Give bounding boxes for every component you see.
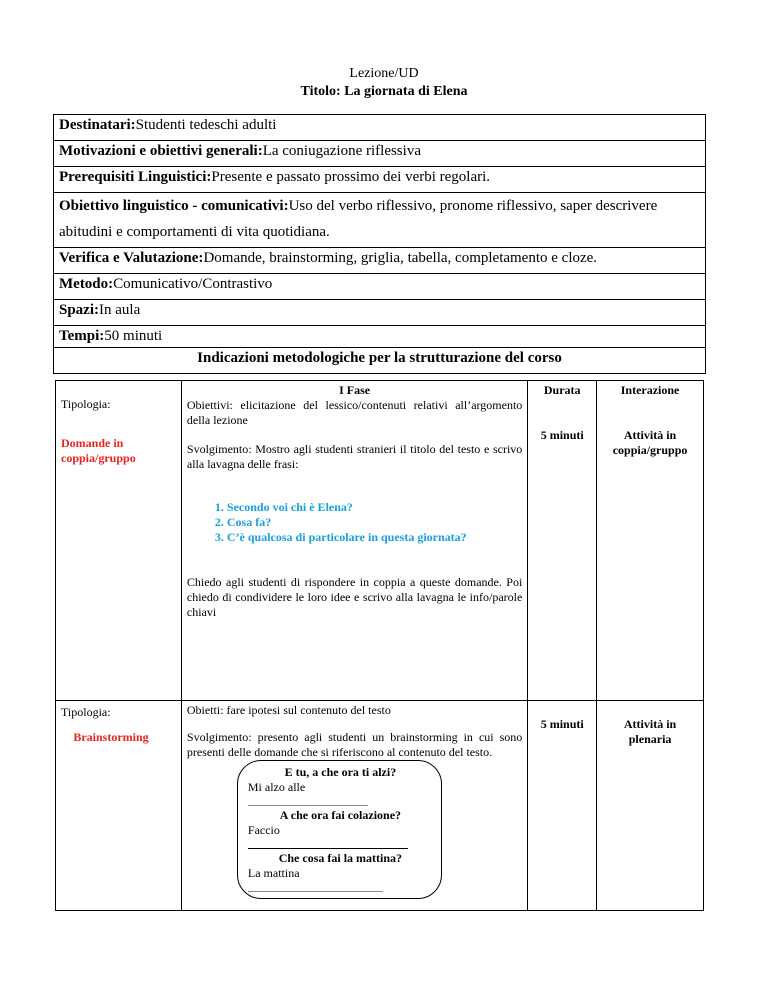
info-row: Destinatari:Studenti tedeschi adulti xyxy=(54,115,706,141)
durata-header: Durata xyxy=(543,383,581,397)
content-cell xyxy=(181,701,527,911)
info-footer: Indicazioni metodologiche per la strutturazione del corso xyxy=(54,348,706,374)
durata-cell xyxy=(528,701,597,911)
info-row: Motivazioni e obiettivi generali:La coniugazione riflessiva xyxy=(54,141,706,167)
tipologia-cell xyxy=(56,381,182,701)
interazione-cell xyxy=(597,381,704,701)
tipologia-label: Tipologia: xyxy=(61,397,111,411)
tipologia-value: Brainstorming xyxy=(73,730,149,744)
bubble-question: A che ora fai colazione? xyxy=(279,808,402,822)
phase-title: I Fase xyxy=(339,383,371,397)
bubble-answer: Faccio xyxy=(247,823,280,837)
interazione-value: Attività in plenaria xyxy=(623,717,677,746)
tipologia-cell xyxy=(56,701,182,911)
info-table xyxy=(53,114,706,374)
content-cell xyxy=(181,381,527,701)
durata-value: 5 minuti xyxy=(540,428,584,442)
durata-value: 5 minuti xyxy=(540,717,584,731)
interazione-value: Attività in coppia/gruppo xyxy=(612,428,688,457)
answer-line xyxy=(248,838,408,849)
question-list xyxy=(187,500,522,545)
bubble-question: E tu, a che ora ti alzi? xyxy=(284,765,397,779)
info-row: Verifica e Valutazione:Domande, brainstorming, griglia, tabella, completamento e cloze. xyxy=(54,248,706,274)
answer-line xyxy=(248,881,383,892)
list-item: 2. Cosa fa? xyxy=(227,515,522,530)
obiettivi-text: Obietti: fare ipotesi sul contenuto del testo xyxy=(186,703,391,717)
bubble-answer: Mi alzo alle xyxy=(247,780,306,794)
bubble-answer: La mattina xyxy=(247,866,300,880)
obiettivi-text: Obiettivi: elicitazione del lessico/contenuti relativi all’argomento della lezione xyxy=(186,398,523,427)
list-item: 3. C’è qualcosa di particolare in questa giornata? xyxy=(227,530,522,545)
lesson-header: Lezione/UD xyxy=(349,66,419,81)
durata-cell xyxy=(528,381,597,701)
info-row: Metodo:Comunicativo/Contrastivo xyxy=(54,274,706,300)
list-item: 1. Secondo voi chi è Elena? xyxy=(227,500,522,515)
interazione-header: Interazione xyxy=(620,383,680,397)
info-row: Prerequisiti Linguistici:Presente e passato prossimo dei verbi regolari. xyxy=(54,167,706,193)
tipologia-label: Tipologia: xyxy=(61,705,111,719)
closing-text: Chiedo agli studenti di rispondere in coppia a queste domande. Poi chiedo di condividere le loro idee e scrivo alla lavagna le info/parole chiavi xyxy=(186,575,523,619)
bubble-question: Che cosa fai la mattina? xyxy=(278,851,403,865)
answer-line xyxy=(248,795,368,806)
brainstorm-bubble xyxy=(237,760,442,899)
info-row: Tempi:50 minuti xyxy=(54,326,706,348)
tipologia-value: Domande in coppia/gruppo xyxy=(61,436,136,465)
svolgimento-text: Svolgimento: Mostro agli studenti stranieri il titolo del testo e scrivo alla lavagna delle frasi: xyxy=(186,442,523,471)
table-row xyxy=(56,701,704,911)
interazione-cell xyxy=(597,701,704,911)
lesson-table xyxy=(55,380,704,911)
lesson-title: Titolo: La giornata di Elena xyxy=(300,84,468,99)
info-row: Spazi:In aula xyxy=(54,300,706,326)
svolgimento-text: Svolgimento: presento agli studenti un brainstorming in cui sono presenti delle domande che si riferiscono al contenuto del testo. xyxy=(186,730,523,759)
table-row xyxy=(56,381,704,701)
info-row: Obiettivo linguistico - comunicativi:Uso del verbo riflessivo, pronome riflessivo, saper descrivere abitudini e comportamenti di vita quotidiana. xyxy=(54,193,706,248)
